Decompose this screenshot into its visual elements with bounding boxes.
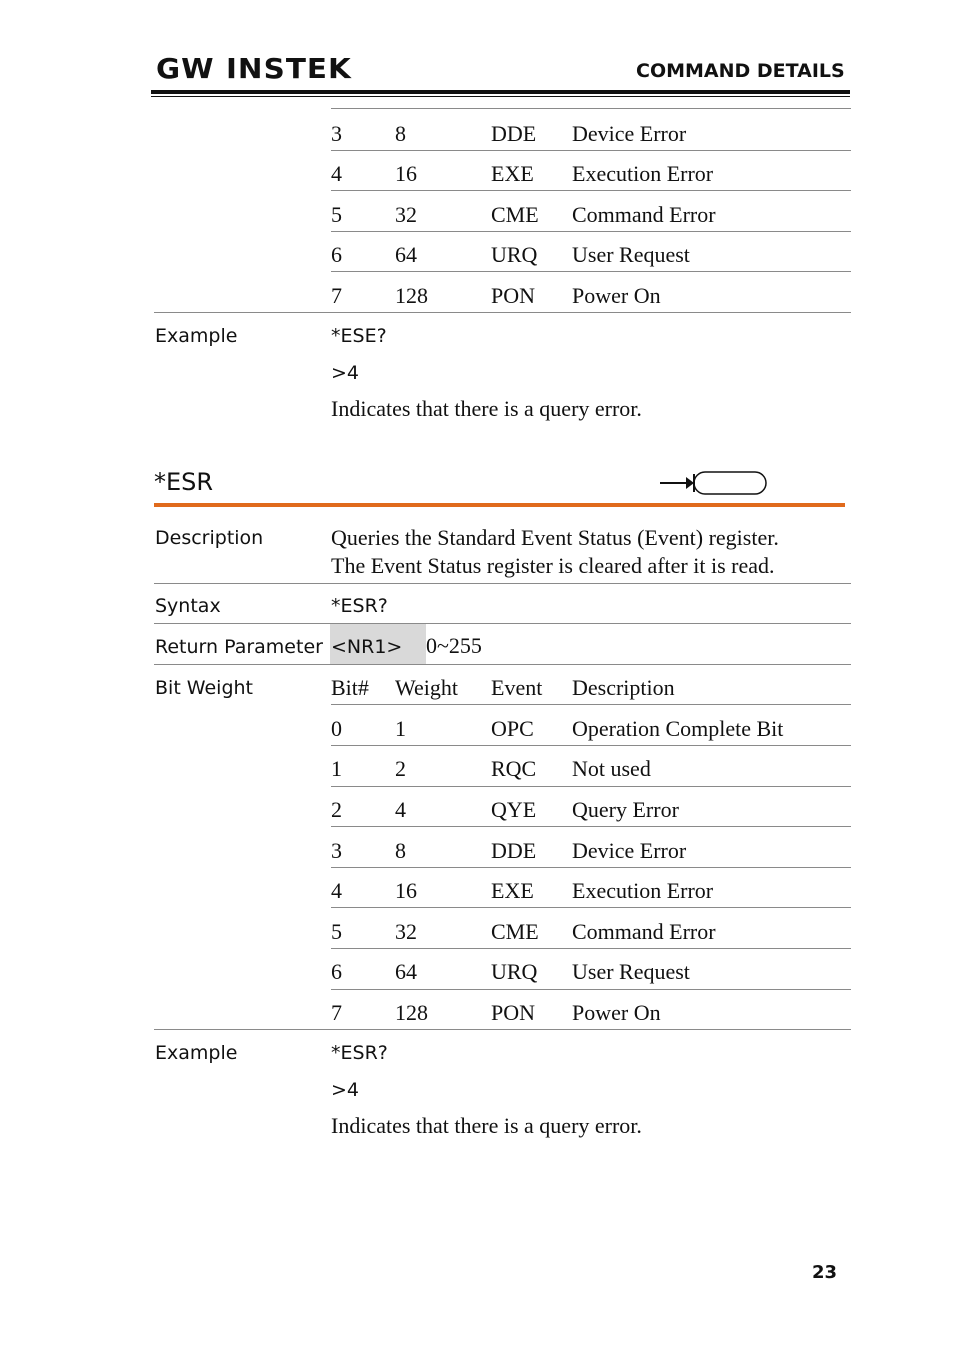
table-cell-weight: 16 (395, 878, 417, 903)
header-rule-thin (151, 96, 850, 97)
table-cell-weight: 4 (395, 797, 406, 822)
title-underline (154, 503, 845, 507)
table-cell-bit: 6 (331, 959, 342, 984)
table-cell-bit: 7 (331, 1000, 342, 1025)
table-rule (331, 948, 851, 949)
column-header-weight: Weight (395, 675, 458, 700)
table-cell-event: CME (491, 202, 539, 227)
example-note: Indicates that there is a query error. (331, 1113, 642, 1138)
example-label: Example (155, 1042, 238, 1064)
table-cell-description: Execution Error (572, 878, 714, 903)
table-rule (331, 150, 851, 151)
example-command: *ESR? (331, 1042, 388, 1064)
table-cell-weight: 128 (395, 283, 428, 308)
table-cell-description: Command Error (572, 919, 716, 944)
table-cell-event: PON (491, 1000, 536, 1025)
table-cell-bit: 4 (331, 878, 342, 903)
header-rule (151, 90, 850, 94)
table-cell-event: URQ (491, 242, 538, 267)
table-rule (331, 786, 851, 787)
table-rule (331, 704, 851, 705)
table-cell-event: EXE (491, 878, 534, 903)
table-cell-event: RQC (491, 756, 537, 781)
table-cell-bit: 1 (331, 756, 342, 781)
syntax-label: Syntax (155, 595, 221, 617)
table-cell-bit: 6 (331, 242, 342, 267)
table-cell-description: Power On (572, 1000, 661, 1025)
example-response: >4 (331, 362, 360, 384)
table-cell-event: DDE (491, 838, 537, 863)
example-note: Indicates that there is a query error. (331, 396, 642, 421)
description-label: Description (155, 527, 264, 549)
column-header-description: Description (572, 675, 675, 700)
return-type: <NR1> (331, 636, 403, 658)
column-header-event: Event (491, 675, 543, 700)
table-cell-event: EXE (491, 161, 534, 186)
table-cell-event: PON (491, 283, 536, 308)
query-arrow-icon (660, 470, 768, 496)
section-rule (154, 312, 851, 313)
table-cell-description: Device Error (572, 838, 687, 863)
section-rule (154, 583, 851, 584)
table-cell-description: User Request (572, 959, 690, 984)
table-cell-description: User Request (572, 242, 690, 267)
table-cell-weight: 8 (395, 838, 406, 863)
table-cell-description: Power On (572, 283, 661, 308)
table-cell-weight: 32 (395, 202, 417, 227)
table-cell-weight: 64 (395, 242, 417, 267)
table-cell-bit: 3 (331, 121, 342, 146)
table-cell-weight: 2 (395, 756, 406, 781)
table-cell-bit: 0 (331, 716, 342, 741)
table-rule (331, 826, 851, 827)
description-line-2: The Event Status register is cleared after it is read. (331, 553, 775, 578)
table-cell-weight: 8 (395, 121, 406, 146)
section-rule (154, 664, 851, 665)
table-cell-description: Device Error (572, 121, 687, 146)
command-title: *ESR (154, 468, 214, 496)
table-cell-bit: 4 (331, 161, 342, 186)
column-header-bit: Bit# (331, 675, 369, 700)
table-cell-weight: 128 (395, 1000, 428, 1025)
example-command: *ESE? (331, 325, 387, 347)
bit-weight-label: Bit Weight (155, 677, 253, 699)
example-response: >4 (331, 1079, 360, 1101)
table-cell-description: Not used (572, 756, 651, 781)
table-rule (331, 108, 851, 109)
return-parameter-label: Return Parameter (155, 636, 323, 658)
table-cell-event: DDE (491, 121, 537, 146)
table-cell-bit: 3 (331, 838, 342, 863)
table-rule (331, 271, 851, 272)
table-rule (331, 745, 851, 746)
table-cell-event: CME (491, 919, 539, 944)
table-cell-bit: 5 (331, 202, 342, 227)
table-cell-description: Command Error (572, 202, 716, 227)
gw-instek-logo: GW INSTEK (156, 52, 352, 85)
table-cell-description: Execution Error (572, 161, 714, 186)
table-cell-weight: 1 (395, 716, 406, 741)
table-cell-description: Query Error (572, 797, 679, 822)
table-cell-weight: 16 (395, 161, 417, 186)
description-line-1: Queries the Standard Event Status (Event) register. (331, 525, 779, 550)
return-range: 0~255 (426, 633, 482, 658)
table-cell-event: QYE (491, 797, 537, 822)
table-cell-event: URQ (491, 959, 538, 984)
example-label: Example (155, 325, 238, 347)
table-rule (331, 867, 851, 868)
table-rule (331, 190, 851, 191)
table-cell-bit: 7 (331, 283, 342, 308)
section-rule (154, 623, 851, 624)
page-number: 23 (812, 1262, 838, 1283)
table-rule (331, 989, 851, 990)
section-title: COMMAND DETAILS (636, 60, 845, 82)
table-cell-weight: 32 (395, 919, 417, 944)
table-cell-description: Operation Complete Bit (572, 716, 784, 741)
table-cell-event: OPC (491, 716, 534, 741)
section-rule (154, 1029, 851, 1030)
table-rule (331, 231, 851, 232)
table-cell-bit: 5 (331, 919, 342, 944)
syntax-value: *ESR? (331, 595, 388, 617)
table-rule (331, 907, 851, 908)
table-cell-bit: 2 (331, 797, 342, 822)
table-cell-weight: 64 (395, 959, 417, 984)
